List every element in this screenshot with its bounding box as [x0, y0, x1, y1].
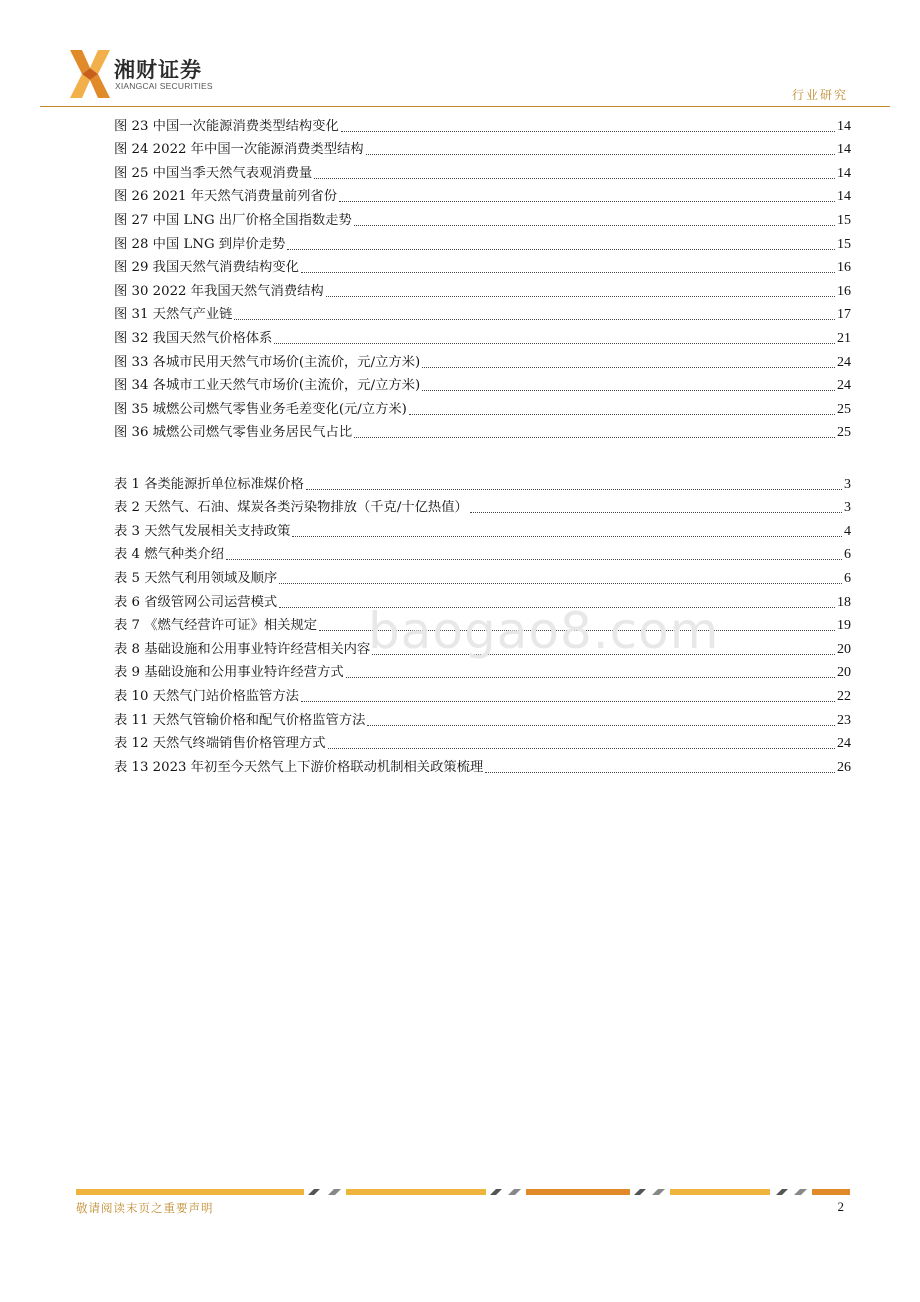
table-entry-label: 表 12 天然气终端销售价格管理方式	[114, 736, 326, 752]
dot-leader	[226, 559, 842, 560]
figure-entry-page: 16	[837, 283, 851, 299]
table-entry[interactable]	[114, 493, 851, 517]
dot-leader	[354, 225, 835, 226]
figure-entry-page: 14	[837, 142, 851, 158]
dot-leader	[279, 583, 842, 584]
xiangcai-logo-icon	[68, 46, 112, 102]
table-entry-label: 表 1 各类能源折单位标准煤价格	[114, 476, 304, 492]
figure-entry[interactable]	[114, 323, 851, 347]
page-number: 2	[837, 1199, 844, 1214]
table-entry-page: 3	[844, 476, 851, 492]
dot-leader	[319, 630, 835, 631]
table-entry[interactable]	[114, 658, 851, 682]
figure-entry[interactable]	[114, 158, 851, 182]
dot-leader	[287, 249, 835, 250]
figure-entry-label: 图 32 我国天然气价格体系	[114, 330, 273, 346]
dot-leader	[422, 367, 835, 368]
table-entry-label: 表 9 基础设施和公用事业特许经营方式	[114, 665, 344, 681]
dot-leader	[306, 489, 842, 490]
table-entry[interactable]	[114, 611, 851, 635]
table-entry-label: 表 10 天然气门站价格监管方法	[114, 688, 299, 704]
figure-entry-page: 17	[837, 307, 851, 323]
figure-entry-label: 图 24 2022 年中国一次能源消费类型结构	[114, 142, 364, 158]
figure-entry-label: 图 29 我国天然气消费结构变化	[114, 260, 299, 276]
table-entry-page: 24	[837, 736, 851, 752]
table-entry-page: 20	[837, 665, 851, 681]
table-entry-page: 23	[837, 712, 851, 728]
figure-entry-page: 16	[837, 260, 851, 276]
figure-entry[interactable]	[114, 276, 851, 300]
table-entry-page: 26	[837, 759, 851, 775]
figure-entry[interactable]	[114, 300, 851, 324]
figure-entry[interactable]	[114, 229, 851, 253]
table-entry[interactable]	[114, 729, 851, 753]
table-entry[interactable]	[114, 540, 851, 564]
dot-leader	[314, 178, 835, 179]
dot-leader	[372, 654, 835, 655]
figure-entry-label: 图 23 中国一次能源消费类型结构变化	[114, 118, 339, 134]
table-entry[interactable]	[114, 516, 851, 540]
brand-name-english: XIANGCAI SECURITIES	[115, 81, 213, 91]
header-divider	[40, 106, 890, 107]
table-entry-label: 表 7 《燃气经营许可证》相关规定	[114, 618, 318, 634]
table-entry[interactable]	[114, 563, 851, 587]
figure-entry[interactable]	[114, 418, 851, 442]
table-entry-label: 表 8 基础设施和公用事业特许经营相关内容	[114, 641, 371, 657]
table-entry-page: 6	[844, 570, 851, 586]
figure-entry-label: 图 28 中国 LNG 到岸价走势	[114, 236, 286, 252]
dot-leader	[485, 772, 835, 773]
table-entry-page: 6	[844, 547, 851, 563]
dot-leader	[354, 437, 835, 438]
figure-entry[interactable]	[114, 371, 851, 395]
table-entry-page: 4	[844, 523, 851, 539]
dot-leader	[301, 701, 835, 702]
figure-entry[interactable]	[114, 205, 851, 229]
figure-list	[114, 111, 851, 441]
figure-entry-label: 图 30 2022 年我国天然气消费结构	[114, 283, 324, 299]
brand-name: 湘财证券	[114, 58, 202, 82]
table-entry-page: 22	[837, 688, 851, 704]
figure-entry[interactable]	[114, 182, 851, 206]
table-entry[interactable]	[114, 587, 851, 611]
figure-entry[interactable]	[114, 394, 851, 418]
figure-entry-page: 25	[837, 401, 851, 417]
table-entry-page: 20	[837, 641, 851, 657]
figure-entry[interactable]	[114, 347, 851, 371]
figure-entry-label: 图 35 城燃公司燃气零售业务毛差变化(元/立方米)	[114, 401, 407, 417]
disclaimer-note: 敬请阅读末页之重要声明	[76, 1201, 214, 1215]
figure-entry-page: 24	[837, 378, 851, 394]
table-entry-label: 表 3 天然气发展相关支持政策	[114, 523, 291, 539]
dot-leader	[422, 390, 835, 391]
table-list	[114, 469, 851, 776]
page-header	[0, 0, 920, 115]
dot-leader	[234, 319, 835, 320]
figure-entry-label: 图 31 天然气产业链	[114, 307, 233, 323]
table-entry-label: 表 4 燃气种类介绍	[114, 547, 224, 563]
table-entry-label: 表 2 天然气、石油、煤炭各类污染物排放（千克/十亿热值）	[114, 500, 468, 516]
figure-entry-label: 图 33 各城市民用天然气市场价(主流价，元/立方米)	[114, 354, 421, 370]
figure-entry-label: 图 27 中国 LNG 出厂价格全国指数走势	[114, 212, 352, 228]
figure-entry[interactable]	[114, 253, 851, 277]
figure-entry-label: 图 36 城燃公司燃气零售业务居民气占比	[114, 425, 353, 441]
figure-entry-page: 14	[837, 118, 851, 134]
dot-leader	[326, 296, 835, 297]
table-entry-label: 表 13 2023 年初至今天然气上下游价格联动机制相关政策梳理	[114, 759, 484, 775]
dot-leader	[367, 725, 835, 726]
dot-leader	[409, 414, 835, 415]
figure-entry-page: 15	[837, 236, 851, 252]
dot-leader	[346, 677, 835, 678]
footer-divider	[76, 1189, 850, 1195]
figure-entry-page: 14	[837, 165, 851, 181]
dot-leader	[274, 343, 835, 344]
figure-entry-page: 25	[837, 425, 851, 441]
table-entry-label: 表 5 天然气利用领域及顺序	[114, 570, 278, 586]
figure-entry-label: 图 34 各城市工业天然气市场价(主流价，元/立方米)	[114, 378, 421, 394]
dot-leader	[328, 748, 835, 749]
figure-entry-label: 图 25 中国当季天然气表观消费量	[114, 165, 313, 181]
figure-entry-page: 21	[837, 330, 851, 346]
figure-entry[interactable]	[114, 135, 851, 159]
figure-entry[interactable]	[114, 111, 851, 135]
figure-entry-page: 15	[837, 212, 851, 228]
watermark: baogao8.com	[368, 602, 720, 660]
table-entry-page: 19	[837, 618, 851, 634]
table-entry[interactable]	[114, 705, 851, 729]
dot-leader	[292, 536, 842, 537]
dot-leader	[339, 201, 835, 202]
table-entry[interactable]	[114, 469, 851, 493]
table-entry[interactable]	[114, 752, 851, 776]
figure-entry-label: 图 26 2021 年天然气消费量前列省份	[114, 189, 338, 205]
table-entry[interactable]	[114, 634, 851, 658]
table-entry-label: 表 11 天然气管输价格和配气价格监管方法	[114, 712, 366, 728]
figure-entry-page: 24	[837, 354, 851, 370]
table-entry[interactable]	[114, 681, 851, 705]
dot-leader	[470, 512, 842, 513]
table-entry-page: 3	[844, 500, 851, 516]
table-entry-label: 表 6 省级管网公司运营模式	[114, 594, 278, 610]
dot-leader	[301, 272, 835, 273]
figure-entry-page: 14	[837, 189, 851, 205]
dot-leader	[366, 154, 835, 155]
report-category: 行业研究	[791, 88, 848, 102]
table-entry-page: 18	[837, 594, 851, 610]
dot-leader	[279, 607, 835, 608]
dot-leader	[341, 131, 835, 132]
